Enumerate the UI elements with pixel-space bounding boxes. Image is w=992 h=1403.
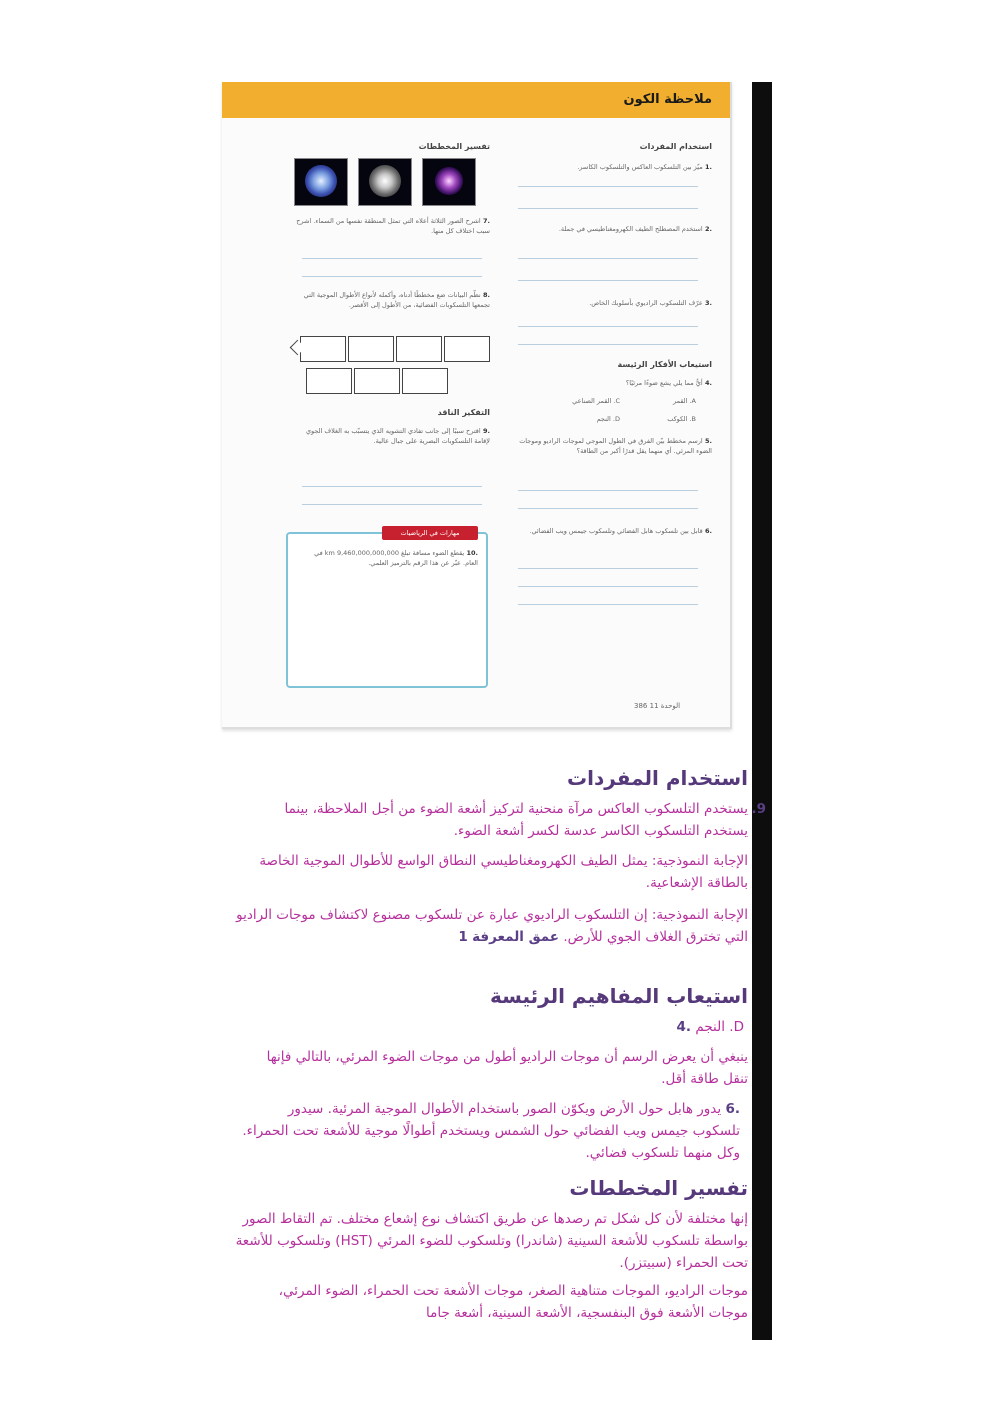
answer-number-9-label: 9.: [751, 801, 766, 817]
answer-line: [518, 280, 698, 281]
diagram-box: [306, 368, 352, 394]
vocab-answer-3: [228, 904, 748, 948]
diagram-box: [396, 336, 442, 362]
question-8-text: نظّم البيانات ضع مخططًا أدناه، وأكمله لأنواع الأطوال الموجية التي تجمعها التلسكوبات الفضائية، من الأطول إلى الأقصر.: [303, 291, 490, 309]
scanned-workbook-page: [222, 82, 732, 729]
answer-line: [302, 276, 482, 277]
vocab-answer-1-text: يستخدم التلسكوب العاكس مرآة منحنية لتركيز أشعة الضوء من أجل الملاحظة، بينما يستخدم التلسكوب الكاسر عدسة لكسر أشعة الضوء.: [284, 801, 748, 839]
diagram-box: [300, 336, 346, 362]
answer-line: [302, 504, 482, 505]
dok-value: 1: [458, 929, 468, 945]
q4-option-d: D. النجم: [596, 415, 620, 423]
main-answer-4-text: D. النجم: [695, 1019, 744, 1035]
answer-number-9: [746, 798, 766, 820]
question-2: .2 استخدم المصطلح الطيف الكهرومغناطيسي في جملة.: [558, 225, 712, 233]
vocab-answer-2: الإجابة النموذجية: يمثل الطيف الكهرومغناطيسي النطاق الواسع للأطوال الموجية الخاصة بالطاقة الإشعاعية.: [259, 853, 748, 891]
main-answer-6-text: يدور هابل حول الأرض ويكوّن الصور باستخدام الأطوال الموجية المرئية. سيدور تلسكوب جيمس ويب الفضائي حول الشمس ويستخدم أطوالًا موجية للأشعة تحت الحمراء. وكل منهما تلسكوب فضائي.: [242, 1101, 740, 1161]
diagram-box: [354, 368, 400, 394]
answer-line: [518, 186, 698, 187]
math-skills-tag: مهارات في الرياضيات: [382, 526, 478, 540]
answer-line: [518, 208, 698, 209]
answer-line: [518, 326, 698, 327]
diagram-box: [444, 336, 490, 362]
question-6-text: قابل بين تلسكوب هابل الفضائي وتلسكوب جيمس ويب الفضائي.: [529, 527, 703, 535]
question-6: .6 قابل بين تلسكوب هابل الفضائي وتلسكوب جيمس ويب الفضائي.: [529, 527, 712, 535]
q4-option-b: B. الكوكب: [667, 415, 696, 423]
main-answer-5: ينبغي أن يعرض الرسم أن موجات الراديو أطول من موجات الضوء المرئي، بالتالي فإنها تنقل طاقة أقل.: [266, 1049, 748, 1087]
answer-line: [302, 486, 482, 487]
diagram-answer-7: إنها مختلفة لأن كل شكل تم رصدها عن طريق اكتشاف نوع إشعاع مختلف. تم التقاط الصور بواسطة تلسكوب للأشعة السينية (شاندرا) وتلسكوب للضوء المرئي (HST) وتلسكوب للأشعة تحت الحمراء (سبيتزر).: [235, 1211, 748, 1271]
critical-thinking-heading: التفكير الناقد: [437, 408, 490, 417]
answer-line: [518, 604, 698, 605]
question-5: .5 ارسم مخطط بيّن الفرق في الطول الموجي لموجات الراديو وموجات الضوء المرئي. أي منهما يقل قدرًا أكبر من الطاقة؟: [519, 437, 712, 455]
galaxy-image-2: [358, 158, 412, 206]
question-10: .10 يقطع الضوء مسافة تبلغ 9,460,000,000,000 km في العام. عبّر عن هذا الرقم بالترميز العلمي.: [314, 549, 478, 567]
question-8: .8 نظّم البيانات ضع مخططًا أدناه، وأكمله لأنواع الأطوال الموجية التي تجمعها التلسكوبات الفضائية، من الأطول إلى الأقصر.: [303, 291, 490, 309]
q4-option-c: C. القمر الصناعي: [572, 397, 620, 405]
answer-line: [518, 258, 698, 259]
diagrams-heading: تفسير المخططات: [418, 142, 490, 151]
question-4: .4 أيٌّ مما يلي يشع ضوءًا مرئيًا؟: [625, 379, 712, 387]
question-9-text: اقترح سببًا إلى جانب تفادي التشويه الذي يتسبّب به الغلاف الجوي لإقامة التلسكوبات البصرية على جبال عالية.: [305, 427, 490, 445]
question-4-text: أيٌّ مما يلي يشع ضوءًا مرئيًا؟: [625, 379, 703, 387]
q4-option-a: A. القمر: [672, 397, 696, 405]
page-title: ملاحظة الكون: [623, 92, 712, 107]
vocab-heading: استخدام المفردات: [639, 142, 712, 151]
question-7-text: اشرح الصور الثلاثة أعلاه التي تمثل المنطقة نفسها من السماء. اشرح سبب اختلاف كل منها.: [296, 217, 490, 235]
right-edge-bar: [752, 82, 772, 1340]
vocab-answer-3-text: الإجابة النموذجية: إن التلسكوب الراديوي عبارة عن تلسكوب مصنوع لاكتشاف موجات الراديو التي تخترق الغلاف الجوي للأرض.: [236, 907, 748, 945]
main-answer-4: [544, 1016, 744, 1038]
answer-line: [518, 508, 698, 509]
answer-number-4: .4: [676, 1019, 692, 1035]
diagram-answer-8: موجات الراديو، الموجات متناهية الصغر، موجات الأشعة تحت الحمراء، الضوء المرئي، موجات الأشعة فوق البنفسجية، الأشعة السينية، أشعة جاما: [278, 1283, 748, 1321]
galaxy-image-1: [294, 158, 348, 206]
question-7: .7 اشرح الصور الثلاثة أعلاه التي تمثل المنطقة نفسها من السماء. اشرح سبب اختلاف كل منها.: [296, 217, 490, 235]
vocab-answer-1: [258, 798, 748, 842]
answer-number-6: .6: [725, 1101, 740, 1117]
question-1-text: ميّز بين التلسكوب العاكس والتلسكوب الكاسر.: [577, 163, 703, 171]
answer-line: [518, 568, 698, 569]
main-ideas-heading: استيعاب الأفكار الرئيسة: [617, 360, 712, 369]
question-9: .9 اقترح سببًا إلى جانب تفادي التشويه الذي يتسبّب به الغلاف الجوي لإقامة التلسكوبات البصرية على جبال عالية.: [305, 427, 490, 445]
dok-label: عمق المعرفة: [472, 929, 560, 945]
diagram-box: [402, 368, 448, 394]
question-2-text: استخدم المصطلح الطيف الكهرومغناطيسي في جملة.: [558, 225, 703, 233]
main-answer-6: [240, 1098, 740, 1164]
diagrams-answers-title: تفسير المخططات: [569, 1176, 748, 1200]
answer-line: [302, 258, 482, 259]
page-footer: الوحدة 11 386: [634, 702, 681, 710]
galaxy-image-3: [422, 158, 476, 206]
vocab-answers-title: استخدام المفردات: [567, 766, 748, 790]
answer-line: [518, 344, 698, 345]
question-1: .1 ميّز بين التلسكوب العاكس والتلسكوب الكاسر.: [577, 163, 712, 171]
question-5-text: ارسم مخطط بيّن الفرق في الطول الموجي لموجات الراديو وموجات الضوء المرئي. أي منهما يقل قدرًا أكبر من الطاقة؟: [519, 437, 712, 455]
diagram-box: [348, 336, 394, 362]
main-concepts-title: استيعاب المفاهيم الرئيسة: [489, 984, 748, 1008]
side-credit-text: [232, 492, 240, 682]
question-3-text: عرّف التلسكوب الراديوي بأسلوبك الخاص.: [589, 299, 703, 307]
question-10-text: يقطع الضوء مسافة تبلغ 9,460,000,000,000 km في العام. عبّر عن هذا الرقم بالترميز العلمي.: [314, 549, 478, 567]
answer-line: [518, 586, 698, 587]
question-3: .3 عرّف التلسكوب الراديوي بأسلوبك الخاص.: [589, 299, 712, 307]
answer-line: [518, 490, 698, 491]
